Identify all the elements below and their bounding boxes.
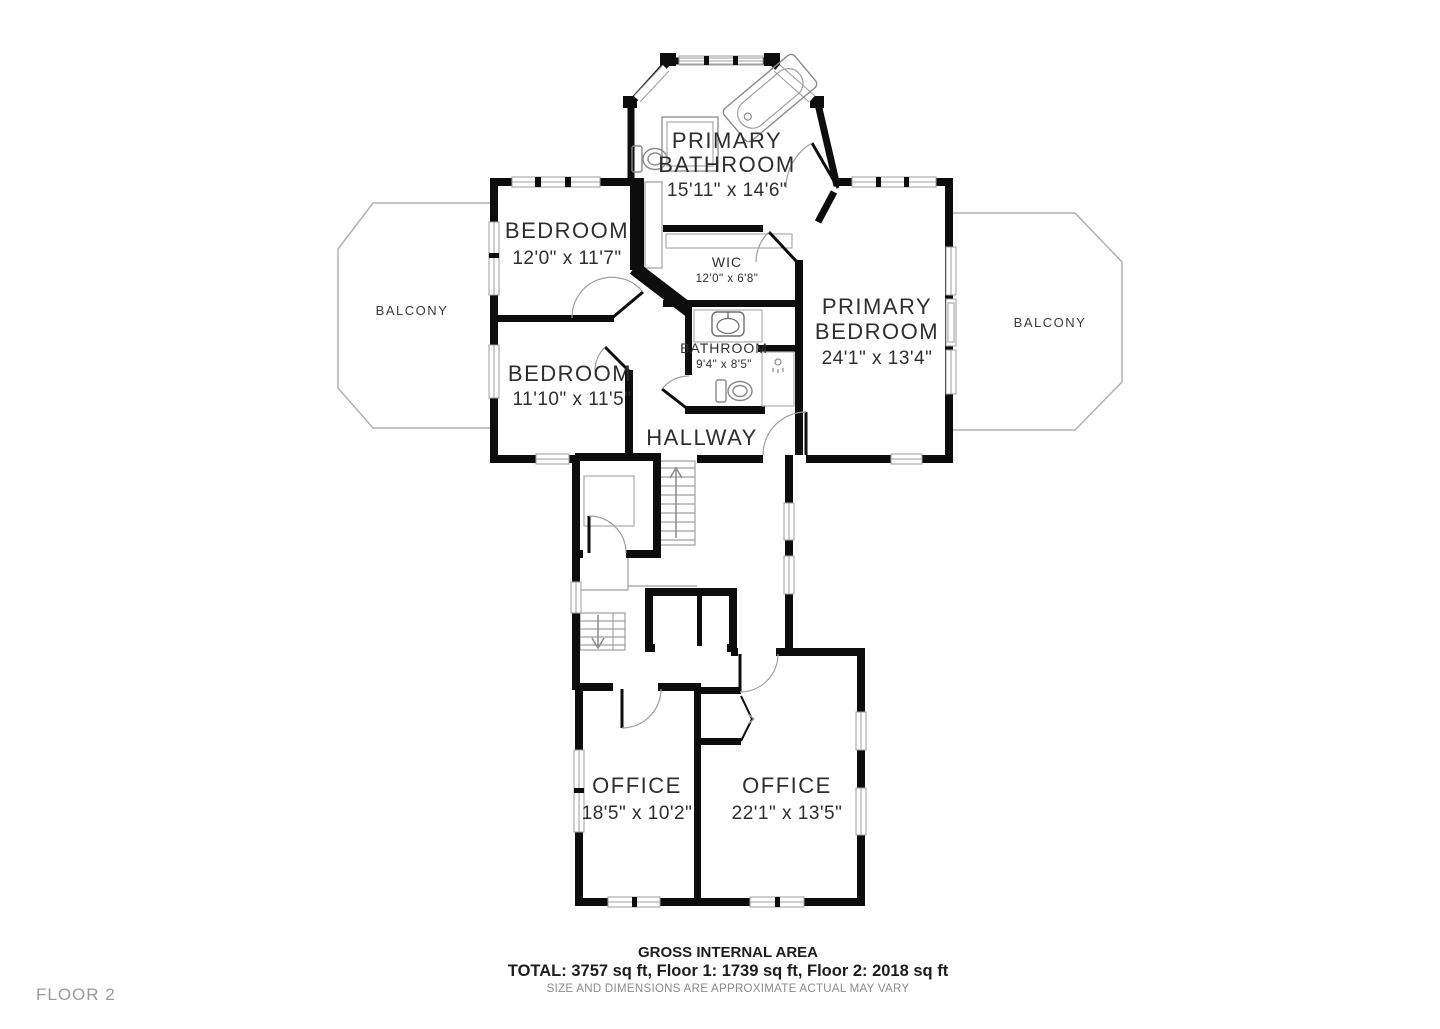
footer bbox=[508, 944, 949, 995]
stairs-up-arrow bbox=[670, 468, 682, 538]
room-dims-wic: 12'0" x 6'8" bbox=[695, 273, 759, 285]
room-label-balcony-right: BALCONY bbox=[1013, 315, 1087, 330]
room-label-primary-bedroom-2: BEDROOM bbox=[814, 319, 940, 344]
room-dims-bedroom-top: 12'0" x 11'7" bbox=[512, 248, 622, 269]
room-label-primary-bathroom: PRIMARY bbox=[671, 128, 783, 153]
room-label-bathroom: BATHROOM bbox=[680, 340, 768, 356]
window bbox=[856, 788, 866, 835]
storage-shelf bbox=[584, 476, 634, 526]
room-label-wic: WIC bbox=[711, 254, 743, 270]
window bbox=[946, 247, 956, 295]
chase bbox=[645, 182, 662, 268]
door-office-right bbox=[740, 654, 778, 692]
room-dims-primary-bedroom: 24'1" x 13'4" bbox=[821, 348, 933, 369]
sink-icon bbox=[694, 310, 762, 342]
room-labels bbox=[376, 128, 1087, 824]
room-dims-bathroom: 9'4" x 8'5" bbox=[696, 359, 752, 371]
stairs-up bbox=[657, 468, 695, 540]
floor-label: FLOOR 2 bbox=[36, 985, 116, 1004]
room-dims-primary-bathroom: 15'11" x 14'6" bbox=[666, 180, 788, 201]
room-label-hallway: HALLWAY bbox=[646, 425, 758, 450]
window bbox=[856, 712, 866, 750]
door-storage bbox=[589, 516, 626, 553]
area-totals: TOTAL: 3757 sq ft, Floor 1: 1739 sq ft, Floor 2: 2018 sq ft bbox=[507, 962, 949, 980]
room-label-bedroom-top: BEDROOM bbox=[504, 218, 630, 243]
room-label-office-left: OFFICE bbox=[592, 773, 682, 798]
window bbox=[489, 222, 499, 295]
balcony-door bbox=[946, 299, 956, 346]
shower-icon bbox=[762, 352, 794, 406]
room-label-balcony-left: BALCONY bbox=[375, 303, 449, 318]
room-dims-office-right: 22'1" x 13'5" bbox=[731, 803, 843, 824]
room-dims-office-left: 18'5" x 10'2" bbox=[581, 803, 693, 824]
room-label-bedroom-bottom: BEDROOM bbox=[507, 361, 633, 386]
stairs-down-arrow bbox=[592, 615, 604, 648]
window bbox=[512, 177, 600, 187]
room-label-primary-bathroom-2: BATHROOM bbox=[658, 152, 796, 177]
window bbox=[571, 582, 581, 613]
stairs-down bbox=[580, 613, 625, 650]
room-label-office-right: OFFICE bbox=[742, 773, 832, 798]
door-bedroom-top bbox=[572, 277, 643, 318]
door-bathroom bbox=[662, 376, 689, 410]
window bbox=[784, 503, 794, 540]
window bbox=[891, 454, 922, 464]
door-office-left bbox=[622, 689, 661, 728]
room-label-primary-bedroom: PRIMARY bbox=[821, 294, 933, 319]
door-closet-bifold bbox=[741, 696, 754, 741]
window bbox=[489, 345, 499, 398]
door-wic bbox=[756, 232, 797, 262]
window bbox=[784, 556, 794, 594]
room-dims-bedroom-bottom: 11'10" x 11'5" bbox=[512, 389, 632, 410]
window bbox=[536, 454, 569, 464]
disclaimer: SIZE AND DIMENSIONS ARE APPROXIMATE ACTUAL MAY VARY bbox=[546, 983, 910, 995]
window bbox=[750, 897, 804, 907]
gross-internal-area-title: GROSS INTERNAL AREA bbox=[637, 944, 819, 961]
window bbox=[852, 177, 936, 187]
window bbox=[946, 350, 956, 394]
toilet-icon bbox=[716, 380, 752, 402]
window bbox=[608, 897, 660, 907]
